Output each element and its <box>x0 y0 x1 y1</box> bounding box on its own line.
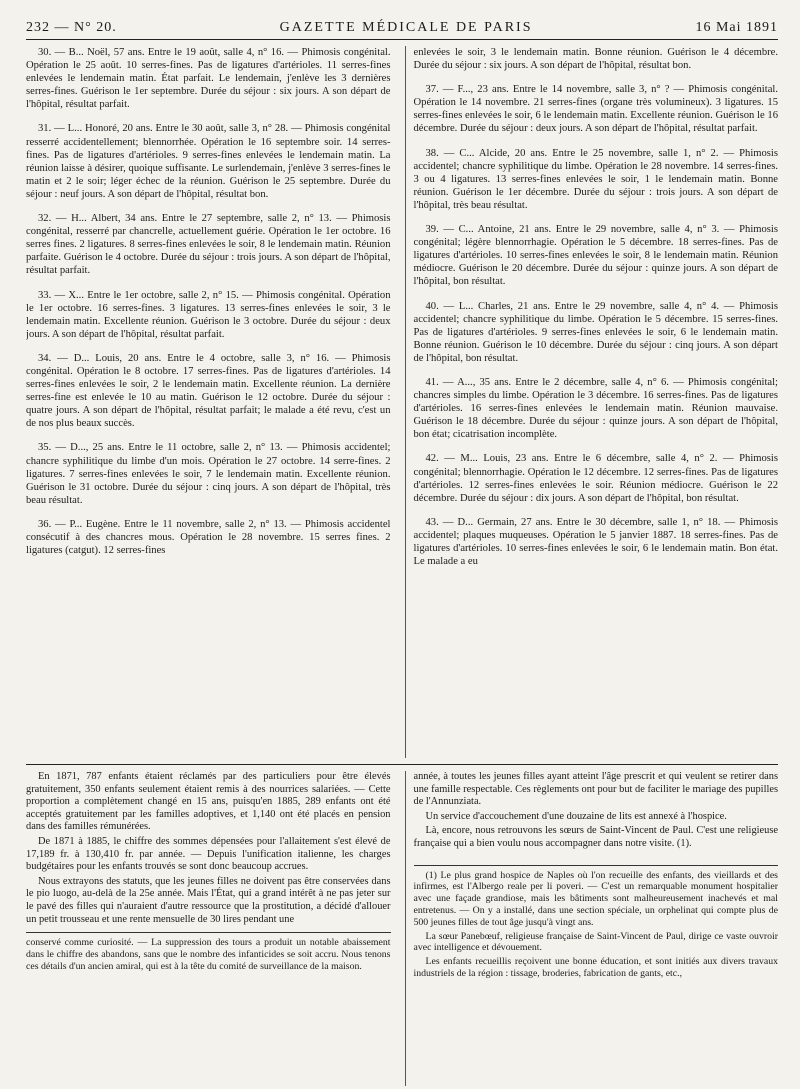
case-reports-section <box>26 46 778 758</box>
footnote-divider <box>414 865 779 866</box>
case-report: 37. — F..., 23 ans. Entre le 14 novembre, salle 3, n° ? — Phimosis congénital. Opération le 14 novembre. 21 serres-fines (organe très volumineux). 3 ligatures. 15 serres-fines enlevées le soir, 6 le lendemain matin. Excellente réunion. Guérison le 16 décembre. Durée du séjour : deux jours. A son départ de l'hôpital, résultat parfait. <box>413 84 778 135</box>
paragraph: année, à toutes les jeunes filles ayant atteint l'âge prescrit et qui veulent se retirer dans une famille respectable. Ces règlements ont pour but de faciliter le mariage des pupilles de l'Annunziata. <box>413 771 778 808</box>
case-report: 30. — B... Noël, 57 ans. Entre le 19 août, salle 4, n° 16. — Phimosis congénital. Opération le 25 août. 10 serres-fines. Pas de ligatures d'artérioles. 11 serres-fines enlevées le lendemain matin. État parfait. Le lendemain, j'enlève les 3 dernières serres-fines. Guérison le 1er septembre. Durée du séjour : six jours. A son départ de l'hôpital, résultat parfait. <box>26 47 391 111</box>
feuilleton-column-right <box>405 771 779 1086</box>
section-divider <box>26 764 778 765</box>
paragraph: Nous extrayons des statuts, que les jeunes filles ne doivent pas être conservées dans le pio luogo, au-delà de la 25e année. Mais l'État, qui a grand intérêt à ne pas jeter sur le pavé des filles qui n'auraient d'autre ressource que la prostitution, a décidé d'allouer un petit trousseau et une rente mensuelle de 30 lires pendant une <box>26 875 391 925</box>
journal-title: GAZETTE MÉDICALE DE PARIS <box>279 20 533 35</box>
case-report: 34. — D... Louis, 20 ans. Entre le 4 octobre, salle 3, n° 16. — Phimosis congénital. Opération le 8 octobre. 17 serres-fines. Pas de ligatures d'artérioles. 14 serres-fines enlevées le soir, 2 le lendemain matin. Excellente réunion. La dernière serres-fine est enlevée le 10 au matin. Guérison le 12 octobre. Durée du séjour : quatre jours. A son départ de l'hôpital, résultat parfait; le malade a été revu, c'est un de nos plus beaux succès. <box>26 352 391 430</box>
case-report: 36. — P... Eugène. Entre le 11 novembre, salle 2, n° 13. — Phimosis accidentel consécutif à des chancres mous. Opération le 28 novembre. 15 serres fines. 2 ligatures (catgut). 12 serres-fines <box>26 518 391 557</box>
case-column-right <box>405 46 779 758</box>
issue-date: 16 Mai 1891 <box>695 20 778 35</box>
case-column-left <box>26 46 391 758</box>
footnote: (1) Le plus grand hospice de Naples où l'on recueille des enfants, des vieillards et des infirmes, est l'Albergo reale per li poveri. — C'est un remarquable monument hospitalier avec une façade grandiose, mais les bâtiments sont malheureusement inachevés et mal entretenus. — On y a installé, dans une section spéciale, un orphelinat qui compte plus de 500 jeunes filles de tout âge jusqu'à vingt ans. <box>413 869 778 928</box>
case-report: 42. — M... Louis, 23 ans. Entre le 6 décembre, salle 4, n° 2. — Phimosis congénital; blennorrhagie. Opération le 12 décembre. 12 serres-fines. Pas de ligatures d'artérioles. 12 serres-fines enlevées le soir. Réunion médiocre. Guérison le 22 décembre. Durée du séjour : dix jours. A son départ de l'hôpital, bon résultat. <box>413 453 778 504</box>
paragraph: En 1871, 787 enfants étaient réclamés par des particuliers pour être élevés gratuitement, 350 enfants seulement étaient remis à des nourrices salariées. — Cette proportion a complètement changé en 15 ans, puisqu'en 1885, 289 enfants ont été acceptés gratuitement par les familles adoptives, et 1,140 ont été placés en pension dans des familles rémunérées. <box>26 771 391 833</box>
feuilleton-section <box>26 771 778 1086</box>
case-report: 39. — C... Antoine, 21 ans. Entre le 29 novembre, salle 4, n° 3. — Phimosis congénital; légère blennorrhagie. Opération le 5 décembre. 18 serres-fines. Pas de ligatures d'artérioles. 10 serres-fines enlevées le soir, 8 le lendemain matin. Réunion médiocre. Guérison le 20 décembre. Durée du séjour : quinze jours. A son départ de l'hôpital, bon résultat. <box>413 224 778 288</box>
footnote: Les enfants recueillis reçoivent une bonne éducation, et sont initiés aux divers travaux industriels de la région : tissage, broderies, fabrication de gants, etc., <box>413 956 778 979</box>
footnote: La sœur Panebœuf, religieuse française de Saint-Vincent de Paul, dirige ce vaste ouvroir avec intelligence et dévouement. <box>413 930 778 954</box>
footnote: conservé comme curiosité. — La suppression des tours a produit un notable abaissement dans le chiffre des abandons, sans que le nombre des infanticides se soit accru. Nous tenons ces détails d'un ancien amiral, qui est à la tête du comité de surveillance de la maison. <box>26 937 391 972</box>
case-report: 31. — L... Honoré, 20 ans. Entre le 30 août, salle 3, n° 28. — Phimosis congénital resserré accidentellement; blennorrhée. Opération le 16 septembre soir. 14 serres-fines. Pas de ligatures d'artérioles. 9 serres-fines enlevées le lendemain matin. La réunion laisse à désirer, quoique suffisante. Le surlendemain, j'enlève 3 serres-fines le matin et 2 le soir; léger échec de la réunion. Guérison le 25 septembre. Durée du séjour : neuf jours. A son départ de l'hôpital, résultat bon. <box>26 123 391 200</box>
case-report: 43. — D... Germain, 27 ans. Entre le 30 décembre, salle 1, n° 18. — Phimosis accidentel; plaques muqueuses. Opération le 5 janvier 1887. 18 serres-fines. Pas de ligatures d'artérioles. 10 serres-fines enlevées le soir, 6 le lendemain matin. Bon état. Le malade a eu <box>413 516 778 568</box>
case-report: 40. — L... Charles, 21 ans. Entre le 29 novembre, salle 4, n° 4. — Phimosis accidentel; chancre syphilitique du limbe. Opération le 5 décembre. 15 serres-fines. Pas de ligatures d'artérioles. 9 serres-fines enlevées le soir, 6 le lendemain matin. Bonne réunion. Guérison le 10 décembre. Durée du séjour : cinq jours. A son départ de l'hôpital, bon résultat. <box>413 300 778 364</box>
paragraph: De 1871 à 1885, le chiffre des sommes dépensées pour l'allaitement s'est élevé de 17,189 fr. à 130,410 fr. par année. — Depuis l'unification italienne, les charges budgétaires pour les enfants trouvés se sont donc beaucoup accrues. <box>26 835 391 873</box>
case-report: 38. — C... Alcide, 20 ans. Entre le 25 novembre, salle 1, n° 2. — Phimosis accidentel; chancre syphilitique du limbe. Opération le 28 novembre. 14 serres-fines. 3 ou 4 ligatures. 13 serres-fines enlevées le soir, 1 le lendemain matin. Bonne réunion. Guérison le 1er décembre. Durée du séjour : trois jours. A son départ de l'hôpital, très beau résultat. <box>413 147 778 211</box>
paragraph: Là, encore, nous retrouvons les sœurs de Saint-Vincent de Paul. C'est une religieuse française qui a bien voulu nous accompagner dans notre visite. (1). <box>413 825 778 849</box>
case-report: 32. — H... Albert, 34 ans. Entre le 27 septembre, salle 2, n° 13. — Phimosis congénital, resserré par chancrelle, actuellement guérie. Opération le 1er octobre. 16 serres fines. 2 ligatures. 8 serres-fines enlevées le soir, 8 le lendemain matin. Réunion parfaite. Guérison le 4 octobre. Durée du séjour : trois jours. A son départ de l'hôpital, résultat parfait. <box>26 213 391 277</box>
page-header <box>26 0 778 40</box>
page-number: 232 — N° 20. <box>26 20 117 35</box>
paragraph: Un service d'accouchement d'une douzaine de lits est annexé à l'hospice. <box>425 810 727 822</box>
case-report: 35. — D..., 25 ans. Entre le 11 octobre, salle 2, n° 13. — Phimosis accidentel; chancre syphilitique du limbe d'un mois. Opération le 27 octobre. 14 serre-fines. 2 ligatures. 7 serres-fines enlevées le soir, 7 le lendemain matin. Excellente réunion. Guérison le 31 octobre. Durée du séjour : cinq jours. A son départ de l'hôpital, très beau résultat. <box>26 442 391 506</box>
footnote-divider <box>26 932 391 933</box>
feuilleton-column-left <box>26 771 391 1086</box>
case-report-continued: enlevées le soir, 3 le lendemain matin. Bonne réunion. Guérison le 4 décembre. Durée du séjour : six jours. A son départ de l'hôpital, résultat bon. <box>413 47 778 72</box>
case-report: 41. — A..., 35 ans. Entre le 2 décembre, salle 4, n° 6. — Phimosis congénital; chancres simples du limbe. Opération le 3 décembre. 16 serres-fines. Pas de ligatures d'artérioles. 16 serres-fines enlevées le lendemain matin. Réunion mauvaise. Guérison le 18 décembre. Durée du séjour : quinze jours. A son départ de l'hôpital, bon état; cicatrisation incomplète. <box>413 376 778 441</box>
footnotes <box>414 870 779 980</box>
case-report: 33. — X... Entre le 1er octobre, salle 2, n° 15. — Phimosis congénital. Opération le 1er octobre. 16 serres-fines. 3 ligatures. 13 serres-fines enlevées le soir, 3 le lendemain matin. Excellente réunion. Guérison le 3 octobre. Durée du séjour : deux jours. A son départ de l'hôpital, résultat parfait. <box>26 289 391 340</box>
